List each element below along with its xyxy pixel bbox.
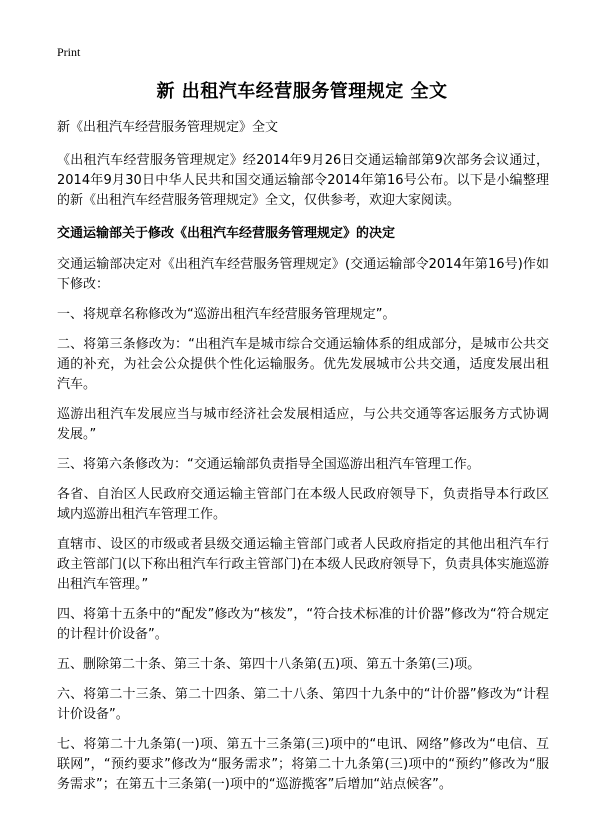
paragraph: 巡游出租汽车发展应当与城市经济社会发展相适应，与公共交通等客运服务方式协调发展。” (57, 407, 549, 442)
section-heading: 交通运输部关于修改《出租汽车经营服务管理规定》的决定 (57, 226, 396, 241)
paragraph: 四、将第十五条中的“配发”修改为“核发”，“符合技术标准的计价器”修改为“符合规定的计程计价设备”。 (57, 607, 549, 642)
paragraph: 三、将第六条修改为：“交通运输部负责指导全国巡游出租汽车管理工作。 (57, 457, 480, 472)
paragraph: 六、将第二十三条、第二十四条、第二十八条、第四十九条中的“计价器”修改为“计程计价设备”。 (57, 687, 549, 722)
paragraph: 五、删除第二十条、第三十条、第四十八条第(五)项、第五十条第(三)项。 (57, 657, 481, 672)
paragraph: 直辖市、设区的市级或者县级交通运输主管部门或者人民政府指定的其他出租汽车行政主管部门(以下称出租汽车行政主管部门)在本级人民政府领导下，负责具体实施巡游出租汽车管理。” (57, 537, 549, 592)
paragraph: 七、将第二十九条第(一)项、第五十三条第(三)项中的“电讯、网络”修改为“电信、互联网”，“预约要求”修改为“服务需求”；将第二十九条第(三)项中的“预约”修改为“服务需求”；在第五十三条第(一)项中的“巡游揽客”后增加“站点候客”。 (57, 737, 549, 792)
page-title: 新 出租汽车经营服务管理规定 全文 (156, 81, 448, 102)
article-subtitle: 新《出租汽车经营服务管理规定》全文 (57, 120, 279, 135)
print-link[interactable]: Print (57, 45, 81, 59)
intro-paragraph: 《出租汽车经营服务管理规定》经2014年9月26日交通运输部第9次部务会议通过，2014年9月30日中华人民共和国交通运输部令2014年第16号公布。以下是小编整理的新《出租汽车经营服务管理规定》全文，仅供参考，欢迎大家阅读。 (57, 153, 549, 208)
paragraph: 二、将第三条修改为：“出租汽车是城市综合交通运输体系的组成部分，是城市公共交通的补充，为社会公众提供个性化运输服务。优先发展城市公共交通，适度发展出租汽车。 (57, 337, 549, 392)
paragraph: 交通运输部决定对《出租汽车经营服务管理规定》(交通运输部令2014年第16号)作如下修改： (57, 257, 549, 292)
paragraph: 各省、自治区人民政府交通运输主管部门在本级人民政府领导下，负责指导本行政区域内巡游出租汽车管理工作。 (57, 487, 549, 522)
article-body (57, 118, 549, 805)
paragraph: 一、将规章名称修改为“巡游出租汽车经营服务管理规定”。 (57, 307, 396, 322)
